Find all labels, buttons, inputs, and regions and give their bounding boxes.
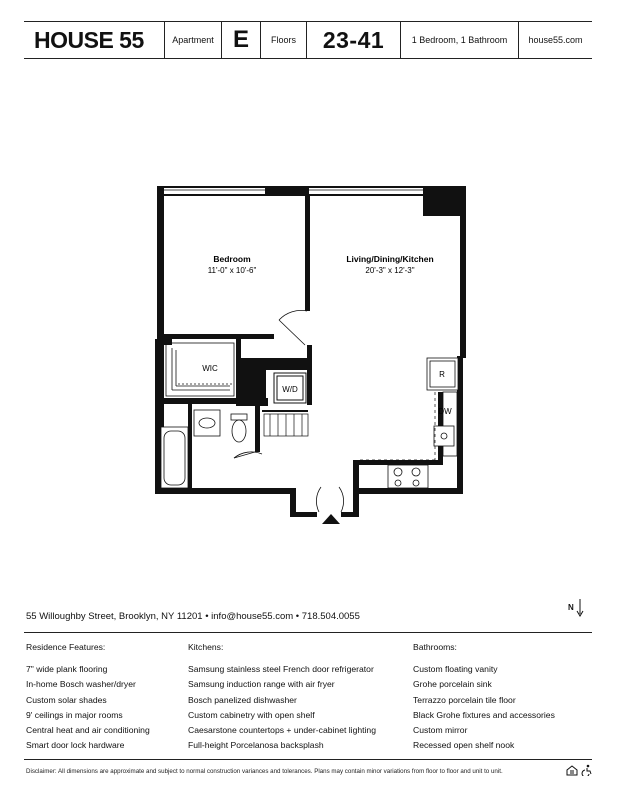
bedroom-dimensions: 11'-0" x 10'-6" [207,266,257,275]
list-item: Custom solar shades [26,694,107,705]
compass [568,598,584,618]
list-item: Central heat and air conditioning [26,725,150,736]
floors-value: 23-41 [307,22,401,58]
disclaimer: Disclaimer: All dimensions are approximate and subject to normal construction variances and tolerances. Plans may contain minor variations from floor to floor and unit to unit. [26,768,503,775]
wic-label: WIC [202,364,218,373]
residence-features [26,642,150,756]
list-item: Caesarstone countertops + under-cabinet lighting [188,725,376,736]
wd-label: W/D [282,385,298,394]
north-arrow-icon [576,598,584,618]
list-item: Custom mirror [413,725,468,736]
kitchen-fixtures [388,358,458,488]
equal-housing-icon [566,765,578,776]
living-label: Living/Dining/Kitchen [346,254,434,264]
living-dimensions: 20'-3" x 12'-3" [365,266,415,275]
list-item: Recessed open shelf nook [413,740,515,751]
apartment-value: E [222,22,261,58]
list-item: Full-height Porcelanosa backsplash [188,740,324,751]
contact-address: 55 Willoughby Street, Brooklyn, NY 11201 • info@house55.com • 718.504.0055 [26,611,360,622]
list-item: Terrazzo porcelain tile floor [413,694,516,705]
kitchen-features-title: Kitchens: [188,642,224,652]
website-link[interactable]: house55.com [528,35,583,45]
floors-label: Floors [261,22,307,58]
bathroom-features-title: Bathrooms: [413,642,457,652]
list-item: Smart door lock hardware [26,740,125,751]
list-item: 9' ceilings in major rooms [26,709,123,720]
apartment-label: Apartment [165,22,222,58]
list-item: Bosch panelized dishwasher [188,694,297,705]
closet-shelving [264,414,308,436]
fridge-label: R [439,370,445,379]
bathroom-features [413,642,555,756]
dishwasher-label: DW [438,407,452,416]
bath-fixtures [161,410,247,488]
list-item: Grohe porcelain sink [413,679,492,690]
house55-logo: HOUSE 55 [24,22,165,58]
kitchen-features [188,642,376,756]
list-item: Samsung induction range with air fryer [188,679,335,690]
accessibility-icon [581,764,593,776]
bedroom-count: 1 Bedroom, 1 Bathroom [401,22,519,58]
north-label: N [568,603,574,612]
divider-top [24,632,592,633]
list-item: 7" wide plank flooring [26,664,108,674]
residence-features-title: Residence Features: [26,642,106,652]
list-item: In-home Bosch washer/dryer [26,679,136,690]
list-item: Samsung stainless steel French door refrigerator [188,664,374,674]
bedroom-label: Bedroom [213,254,251,264]
footer-icons [566,764,593,779]
divider-bottom [24,759,592,760]
wic-shelving [166,343,234,396]
upper-cabinets [360,392,435,460]
list-item: Custom cabinetry with open shelf [188,709,315,720]
list-item: Black Grohe fixtures and accessories [413,709,555,720]
list-item: Custom floating vanity [413,664,498,674]
